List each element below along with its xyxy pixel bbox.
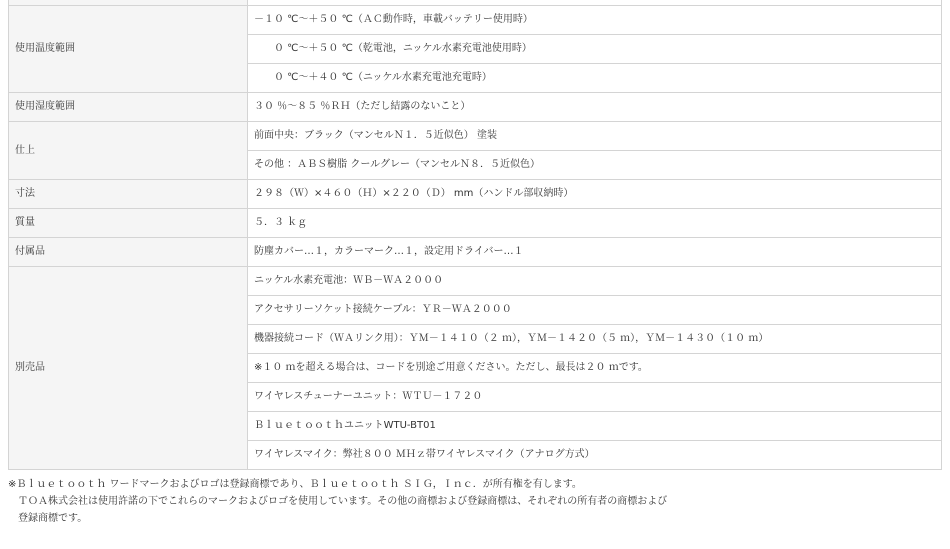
footnote-line-2: ＴＯＡ株式会社は使用許諾の下でこれらのマークおよびロゴを使用しています。その他の商標および登録商標は、それぞれの所有者の商標および (18, 496, 668, 507)
options-value-6: ＢｌｕｅｔｏｏｔｈユニットWTU-BT01 (248, 412, 942, 441)
row-label-op-temp: 使用温度範囲 (9, 6, 248, 93)
options-value-5: ワイヤレスチューナーユニット：ＷＴＵ－１７２０ (248, 383, 942, 412)
weight-value: ５．３ ｋｇ (248, 209, 942, 238)
finish-value-1: 前面中央：ブラック（マンセルＮ１．５近似色） 塗装 (248, 122, 942, 151)
table-row (9, 267, 942, 296)
dimensions-value: ２９８（Ｗ）×４６０（Ｈ）×２２０（Ｄ） mm（ハンドル部収納時） (248, 180, 942, 209)
spec-table (8, 0, 942, 470)
row-label-accessories: 付属品 (9, 238, 248, 267)
table-row (9, 122, 942, 151)
accessories-value: 防塵カバー…１，カラーマーク…１，設定用ドライバー…１ (248, 238, 942, 267)
finish-value-2: その他 ：ＡＢＳ樹脂 クールグレー（マンセルＮ８．５近似色） (248, 151, 942, 180)
op-temp-value-2: ０ ℃～＋５０ ℃（乾電池，ニッケル水素充電池使用時） (248, 35, 942, 64)
table-row (9, 6, 942, 35)
options-value-2: アクセサリーソケット接続ケーブル：ＹＲ－ＷＡ２０００ (248, 296, 942, 325)
footnote-line-3: 登録商標です。 (18, 513, 88, 524)
op-temp-value-3: ０ ℃～＋４０ ℃（ニッケル水素充電池充電時） (248, 64, 942, 93)
table-row (9, 238, 942, 267)
table-row (9, 93, 942, 122)
op-temp-value-1: －１０ ℃～＋５０ ℃（ＡＣ動作時，車載バッテリー使用時） (248, 6, 942, 35)
options-value-7: ワイヤレスマイク：弊社８００ ＭＨｚ帯ワイヤレスマイク（アナログ方式） (248, 441, 942, 470)
row-label-weight: 質量 (9, 209, 248, 238)
row-label-finish: 仕上 (9, 122, 248, 180)
row-label-options: 別売品 (9, 267, 248, 470)
options-value-3: 機器接続コード（ＷＡリンク用）：ＹＭ－１４１０（２ ｍ），ＹＭ－１４２０（５ ｍ），ＹＭ－１４３０（１０ ｍ） (248, 325, 942, 354)
footnote-line-1: ※Ｂｌｕｅｔｏｏｔｈ ワードマークおよびロゴは登録商標であり、Ｂｌｕｅｔｏｏｔｈ ＳＩＧ，Ｉｎｃ．が所有権を有します。 (8, 479, 582, 490)
options-value-4: ※１０ ｍを超える場合は、コードを別途ご用意ください。ただし、最長は２０ ｍです。 (248, 354, 942, 383)
row-label-op-humidity: 使用湿度範囲 (9, 93, 248, 122)
op-humidity-value: ３０ ％～８５ ％ＲＨ（ただし結露のないこと） (248, 93, 942, 122)
footnote (8, 476, 938, 527)
table-row (9, 209, 942, 238)
table-row (9, 180, 942, 209)
row-label-dimensions: 寸法 (9, 180, 248, 209)
options-value-1: ニッケル水素充電池：ＷＢ－ＷＡ２０００ (248, 267, 942, 296)
